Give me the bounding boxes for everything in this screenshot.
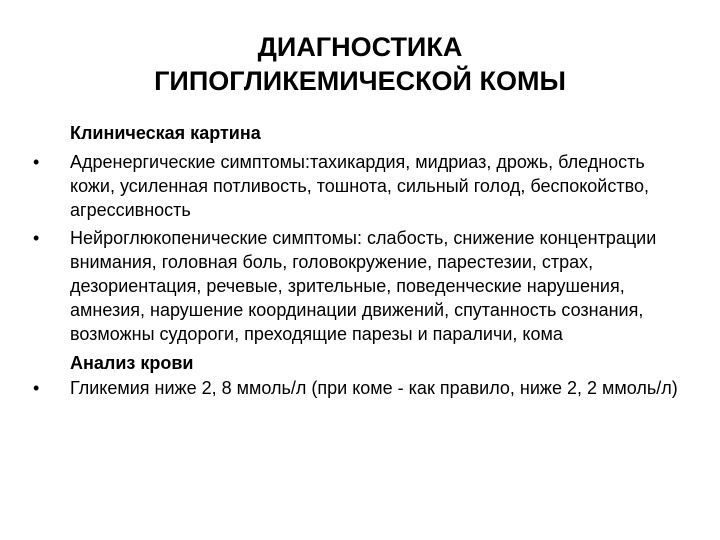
bullet-text: Адренергические симптомы:тахикардия, мидриаз, дрожь, бледность кожи, усиленная потливость, тошнота, сильный голод, беспокойство, агрессивность — [70, 152, 649, 220]
bullet-text: Гликемия ниже 2, 8 ммоль/л (при коме - как правило, ниже 2, 2 ммоль/л) — [70, 378, 678, 398]
slide-title — [40, 30, 680, 98]
section-heading-blood-test: Анализ крови — [70, 353, 194, 373]
bullet-dot-icon: • — [33, 152, 40, 172]
bullet-item — [30, 226, 680, 346]
slide-body — [30, 120, 680, 404]
bullet-text: Нейроглюкопенические симптомы: слабость, снижение концентрации внимания, головная боль, головокружение, парестезии, страх, дезориентация, речевые, зрительные, поведенческие нарушения, амнезия, нарушение координации движений, спутанность сознания, возможны судороги, преходящие парезы и параличи, кома — [70, 228, 657, 344]
title-line-1: ДИАГНОСТИКА — [257, 32, 463, 62]
bullet-dot-icon: • — [33, 228, 40, 248]
title-line-2: ГИПОГЛИКЕМИЧЕСКОЙ КОМЫ — [154, 66, 566, 96]
bullet-dot-icon: • — [33, 378, 40, 398]
bullet-item — [30, 150, 680, 222]
section-heading-clinical: Клиническая картина — [70, 123, 261, 143]
bullet-item — [30, 376, 680, 400]
